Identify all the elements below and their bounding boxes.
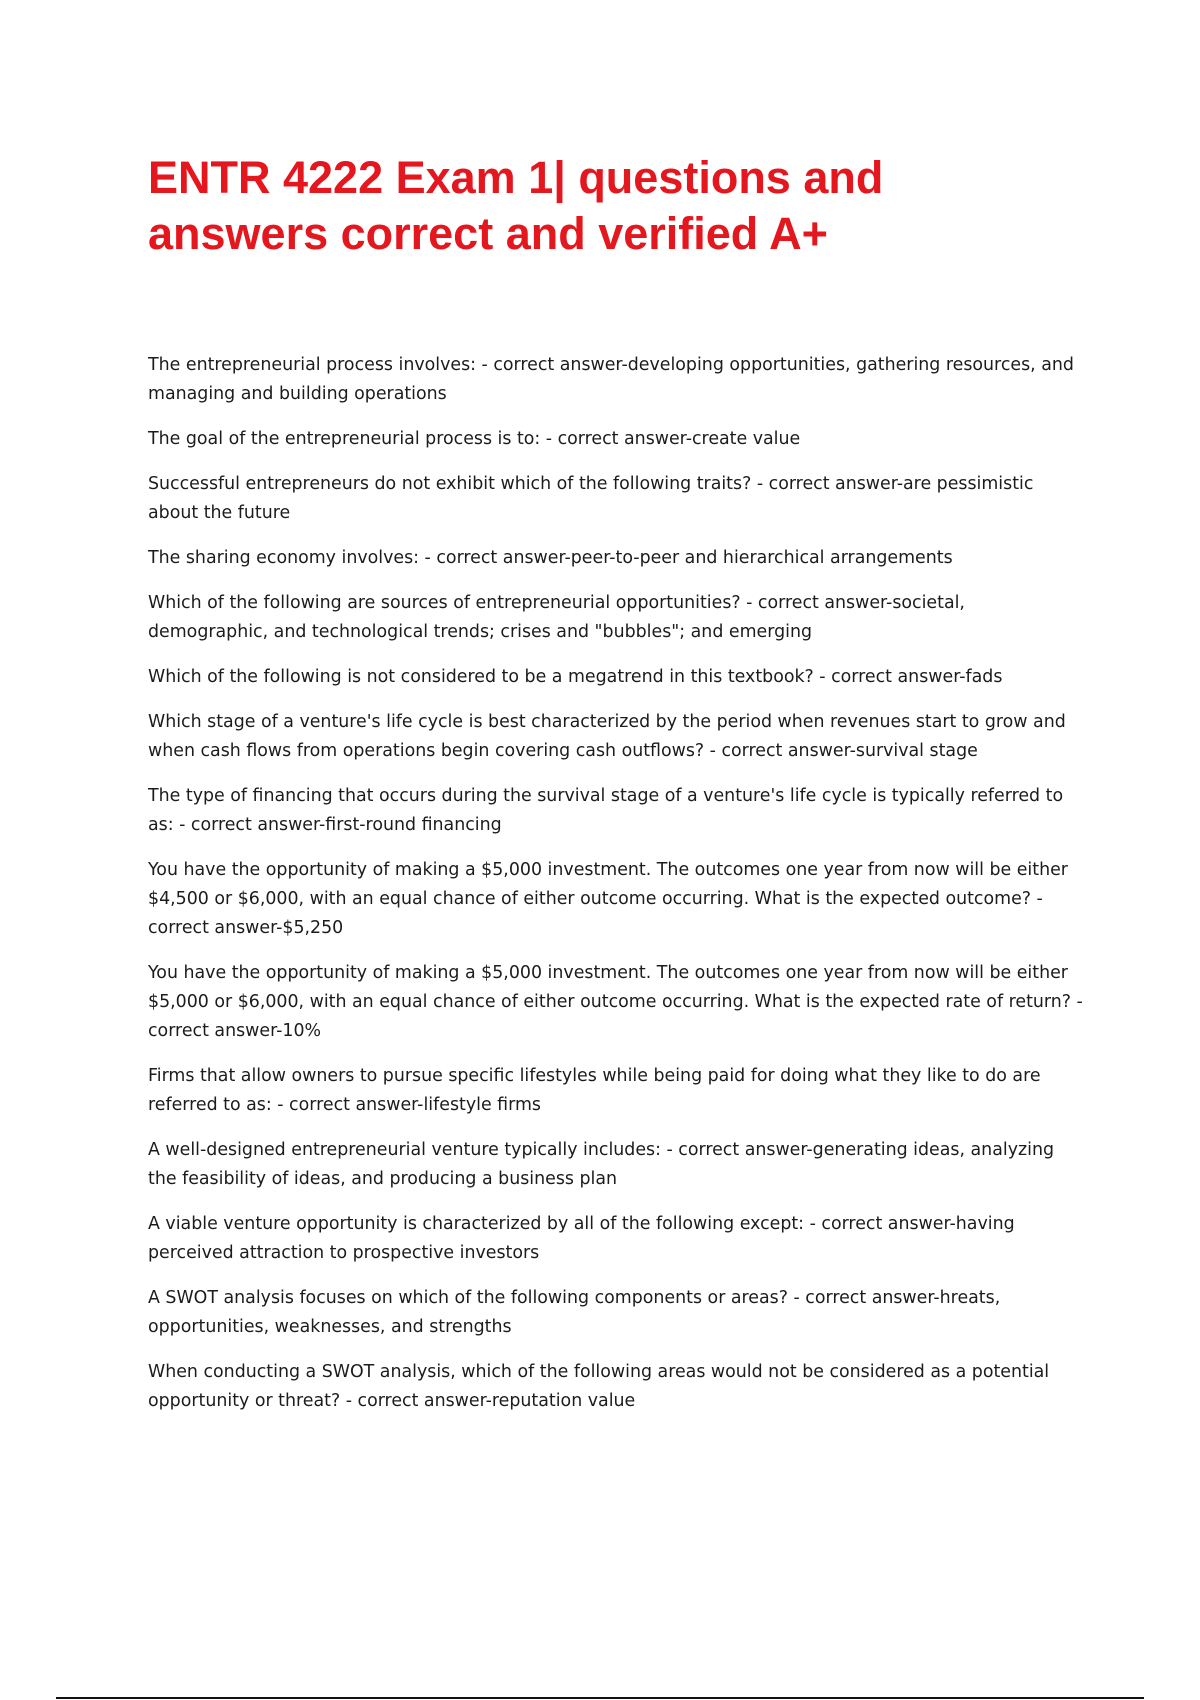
question-answer-list [148, 351, 1083, 1432]
qa-item: Firms that allow owners to pursue specific lifestyles while being paid for doing what they like to do are referred to as: - correct answer-lifestyle firms [148, 1066, 1041, 1115]
qa-item: When conducting a SWOT analysis, which of the following areas would not be considered as a potential opportunity or threat? - correct answer-reputation value [148, 1362, 1050, 1411]
qa-item: Which of the following is not considered to be a megatrend in this textbook? - correct answer-fads [148, 667, 1003, 687]
qa-item: Which of the following are sources of entrepreneurial opportunities? - correct answer-societal, demographic, and technological trends; crises and "bubbles"; and emerging [148, 593, 965, 642]
qa-item: A SWOT analysis focuses on which of the following components or areas? - correct answer-hreats, opportunities, weaknesses, and strengths [148, 1288, 1001, 1337]
qa-item: The type of financing that occurs during the survival stage of a venture's life cycle is typically referred to as: - correct answer-first-round financing [148, 786, 1064, 835]
footer-divider [56, 1697, 1144, 1699]
qa-item: You have the opportunity of making a $5,000 investment. The outcomes one year from now will be either $5,000 or $6,000, with an equal chance of either outcome occurring. What is the expected rate of return? - correct answer-10% [148, 963, 1083, 1041]
qa-item: A well-designed entrepreneurial venture typically includes: - correct answer-generating ideas, analyzing the feasibility of ideas, and producing a business plan [148, 1140, 1055, 1189]
qa-item: You have the opportunity of making a $5,000 investment. The outcomes one year from now will be either $4,500 or $6,000, with an equal chance of either outcome occurring. What is the expected outcome? - correct answer-$5,250 [148, 860, 1068, 938]
title-line-2: answers correct and verified A+ [148, 208, 828, 259]
title-line-1: ENTR 4222 Exam 1| questions and [148, 152, 884, 203]
qa-item: Which stage of a venture's life cycle is best characterized by the period when revenues start to grow and when cash flows from operations begin covering cash outflows? - correct answer-survival stage [148, 712, 1066, 761]
qa-item: A viable venture opportunity is characterized by all of the following except: - correct answer-having perceived attraction to prospective investors [148, 1214, 1015, 1263]
qa-item: Successful entrepreneurs do not exhibit which of the following traits? - correct answer-are pessimistic about the future [148, 474, 1034, 523]
document-title [148, 150, 1048, 262]
qa-item: The entrepreneurial process involves: - correct answer-developing opportunities, gathering resources, and managing and building operations [148, 355, 1074, 404]
qa-item: The goal of the entrepreneurial process is to: - correct answer-create value [148, 429, 801, 449]
qa-item: The sharing economy involves: - correct answer-peer-to-peer and hierarchical arrangements [148, 548, 953, 568]
